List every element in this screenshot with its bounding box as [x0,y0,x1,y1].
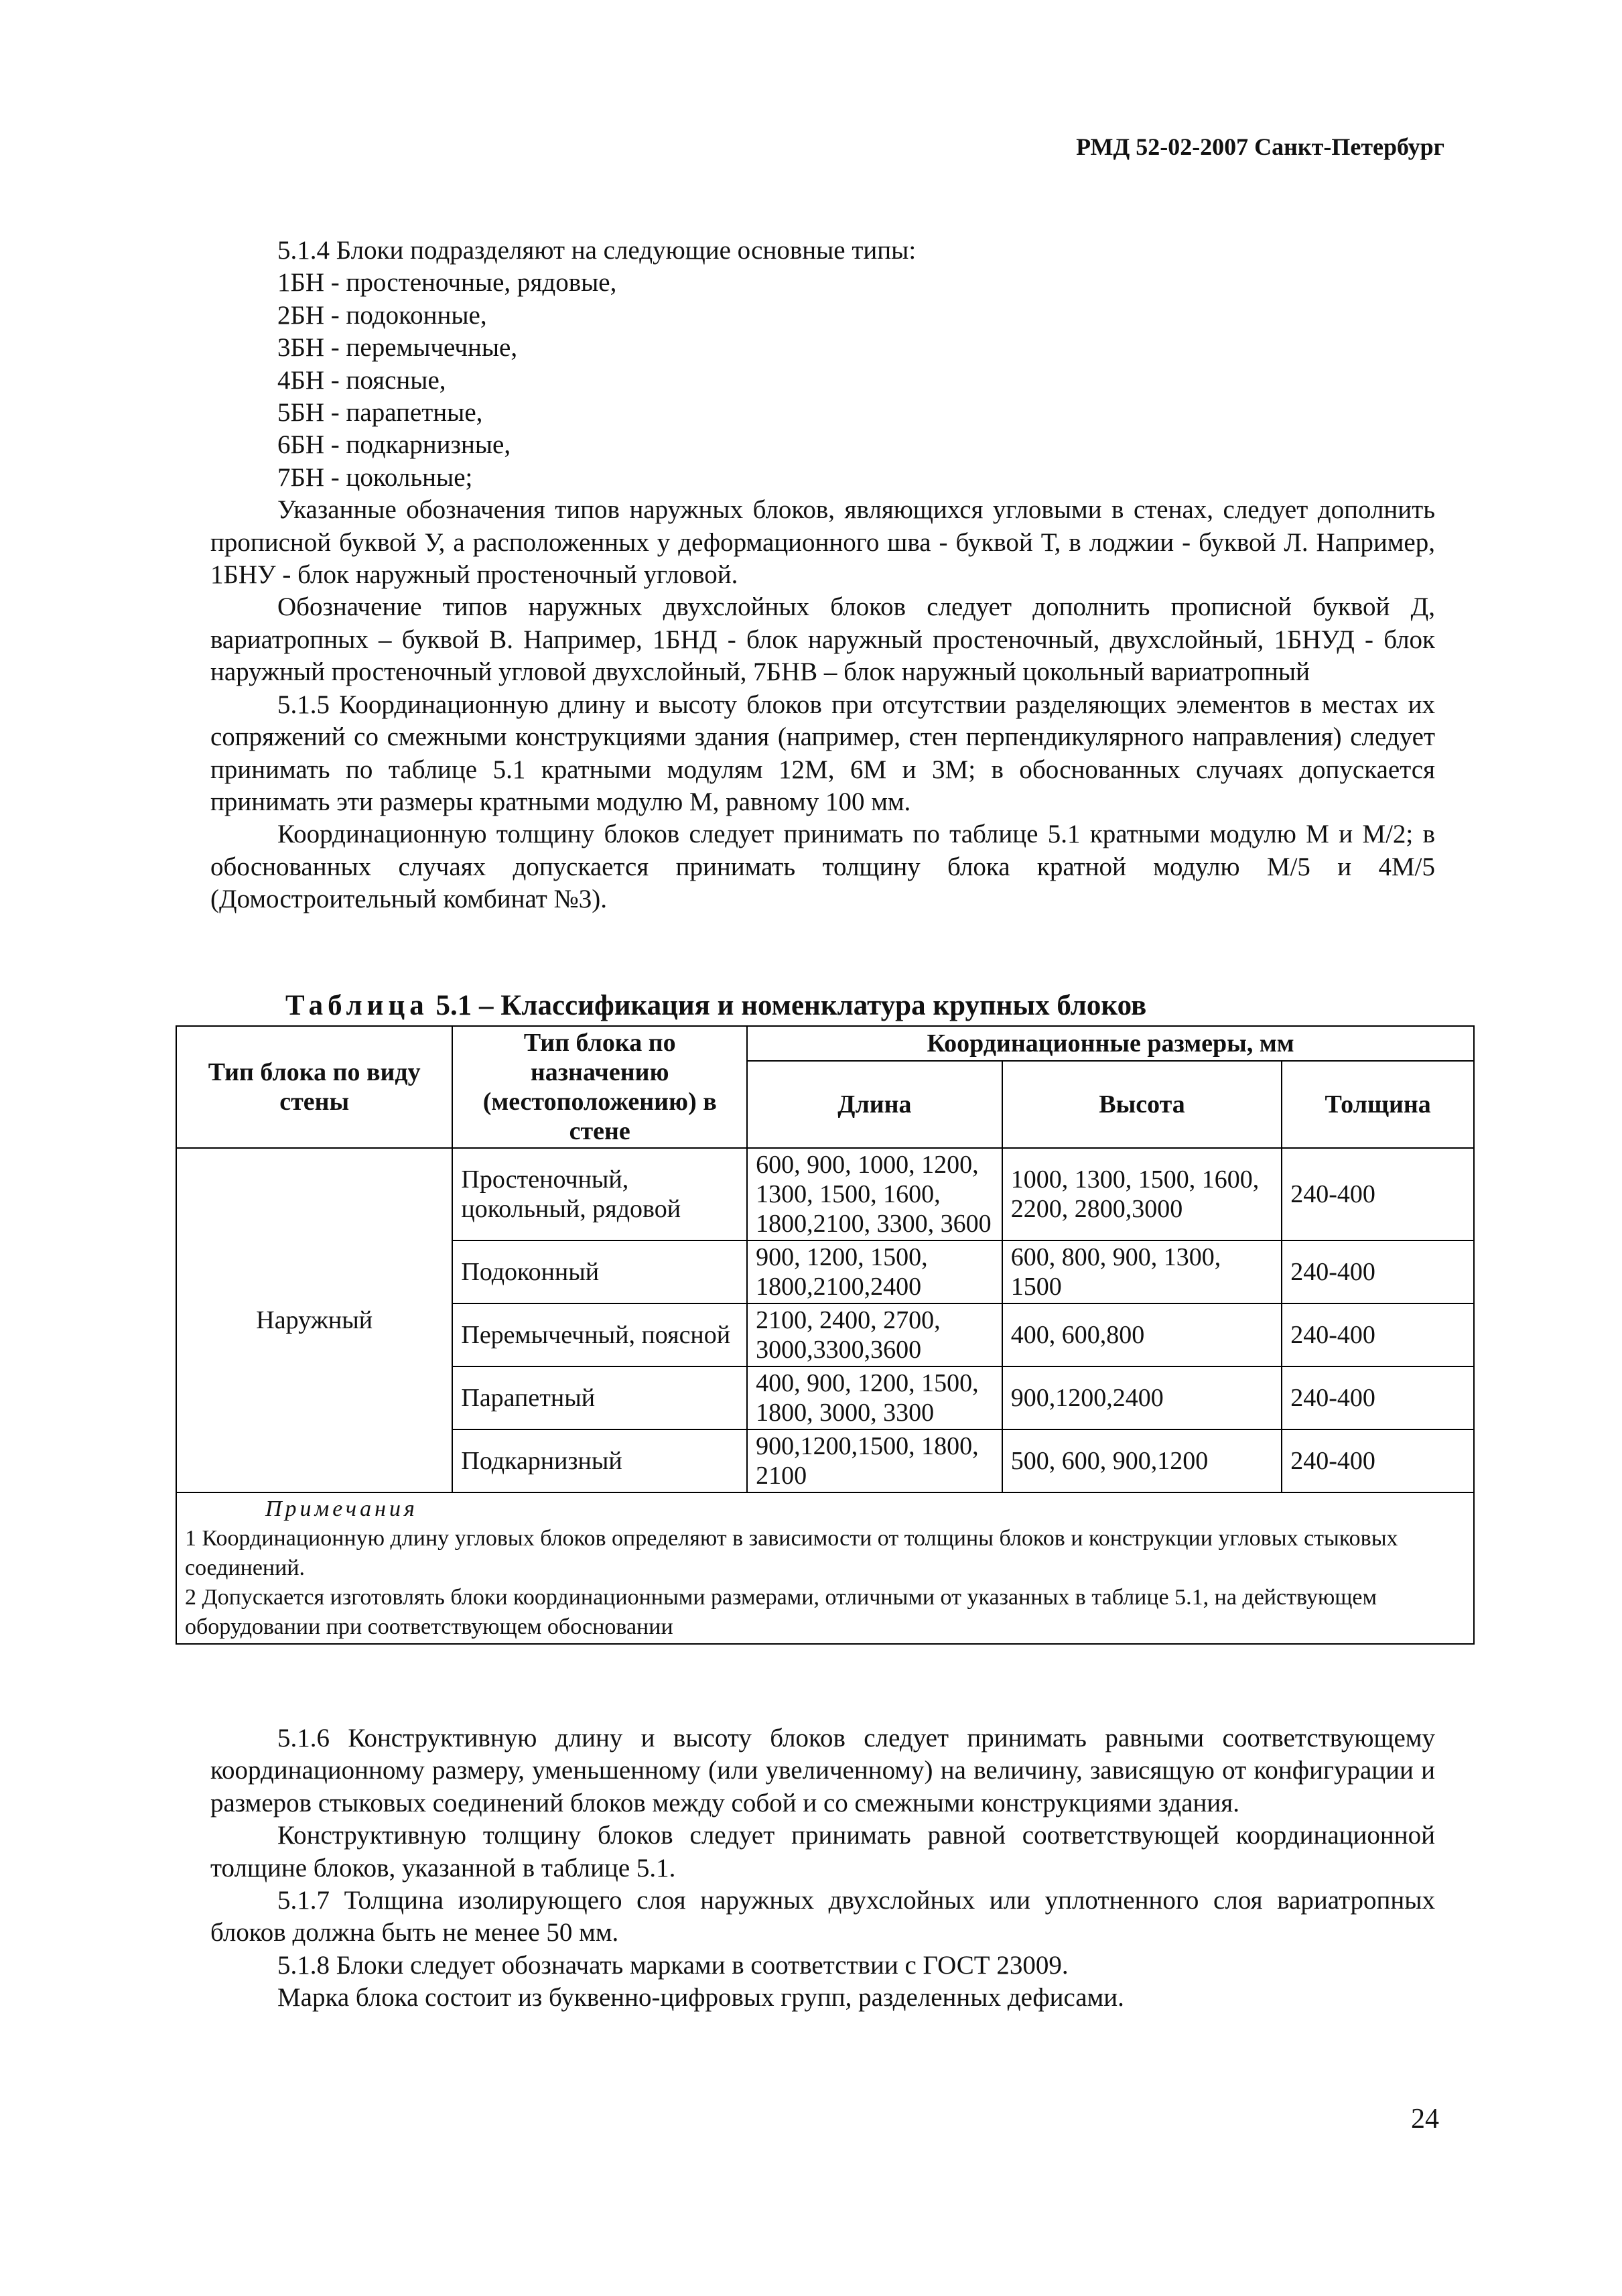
type-item: 2БН - подоконные, [277,300,487,330]
purpose-cell: Парапетный [452,1366,747,1429]
length-cell: 900, 1200, 1500, 1800,2100,2400 [747,1240,1002,1303]
paragraph: Конструктивную толщину блоков следует принимать равной соответствующей координационной толщине блоков, указанной в таблице 5.1. [210,1821,1435,1883]
notes-title: Примечания [265,1496,418,1521]
document-header: РМД 52-02-2007 Санкт-Петербург [1076,133,1444,160]
height-cell: 900,1200,2400 [1002,1366,1282,1429]
section-5-1-6-to-8 [210,1722,1435,2015]
table-notes-row [176,1492,1474,1644]
thickness-cell: 240-400 [1282,1303,1474,1366]
section-intro: 5.1.4 Блоки подразделяют на следующие основные типы: [277,236,917,265]
table-title [285,989,1146,1022]
table-title-text: 5.1 – Классификация и номенклатура крупных блоков [435,990,1147,1021]
section-5-1-4 [210,235,1435,916]
thickness-cell: 240-400 [1282,1240,1474,1303]
length-cell: 2100, 2400, 2700, 3000,3300,3600 [747,1303,1002,1366]
thickness-cell: 240-400 [1282,1366,1474,1429]
thickness-cell: 240-400 [1282,1148,1474,1240]
type-item: 7БН - цокольные; [277,462,473,492]
length-cell: 600, 900, 1000, 1200, 1300, 1500, 1600, 1800,2100, 3300, 3600 [747,1148,1002,1240]
purpose-cell: Перемычечный, поясной [452,1303,747,1366]
type-item: 6БН - подкарнизные, [277,430,511,460]
length-cell: 400, 900, 1200, 1500, 1800, 3000, 3300 [747,1366,1002,1429]
paragraph: 5.1.7 Толщина изолирующего слоя наружных двухслойных или уплотненного слоя вариатропных блоков должна быть не менее 50 мм. [210,1886,1435,1948]
paragraph: Марка блока состоит из буквенно-цифровых групп, разделенных дефисами. [277,1983,1124,2013]
type-item: 4БН - поясные, [277,365,446,395]
purpose-cell: Подоконный [452,1240,747,1303]
type-item: 1БН - простеночные, рядовые, [277,268,617,298]
table-row [176,1148,1474,1240]
height-cell: 500, 600, 900,1200 [1002,1429,1282,1492]
header-height: Высота [1002,1061,1282,1148]
height-cell: 1000, 1300, 1500, 1600, 2200, 2800,3000 [1002,1148,1282,1240]
paragraph: Координационную толщину блоков следует принимать по таблице 5.1 кратными модулю М и М/2; в обоснованных случаях допускается принимать толщину блока кратной модулю М/5 и 4М/5 (Домостроительный комбинат №3). [210,820,1435,914]
blocks-table [176,1025,1475,1645]
paragraph: Указанные обозначения типов наружных блоков, являющихся угловыми в стенах, следует дополнить прописной буквой У, а расположенных у деформационного шва - буквой Т, в лоджии - буквой Л. Например, 1БНУ - блок наружный простеночный угловой. [210,495,1435,590]
header-coord-sizes: Координационные размеры, мм [747,1026,1474,1061]
note-item: 1 Координационную длину угловых блоков определяют в зависимости от толщины блоков и конструкции угловых стыковых соединений. [185,1526,1398,1580]
length-cell: 900,1200,1500, 1800, 2100 [747,1429,1002,1492]
paragraph: 5.1.5 Координационную длину и высоту блоков при отсутствии разделяющих элементов в местах их сопряжений со смежными конструкциями здания (например, стен перпендикулярного направления) следует принимать по таблице 5.1 кратными модулям 12М, 6М и 3М; в обоснованных случаях допускается принимать эти размеры кратными модулю М, равному 100 мм. [210,690,1435,816]
header-thickness: Толщина [1282,1061,1474,1148]
type-item: 5БН - парапетные, [277,398,483,428]
thickness-cell: 240-400 [1282,1429,1474,1492]
purpose-cell: Подкарнизный [452,1429,747,1492]
header-purpose: Тип блока по назначению (местоположению) в стене [452,1026,747,1148]
table-title-prefix: Таблица [285,990,429,1021]
note-item: 2 Допускается изготовлять блоки координационными размерами, отличными от указанных в таблице 5.1, на действующем оборудовании при соответствующем обосновании [185,1585,1377,1639]
wall-type-cell: Наружный [176,1148,452,1492]
header-length: Длина [747,1061,1002,1148]
height-cell: 600, 800, 900, 1300, 1500 [1002,1240,1282,1303]
purpose-cell: Простеночный, цокольный, рядовой [452,1148,747,1240]
paragraph: 5.1.6 Конструктивную длину и высоту блоков следует принимать равными соответствующему координационному размеру, уменьшенному (или увеличенному) на величину, зависящую от конфигурации и размеров стыковых соединений блоков между собой и со смежными конструкциями здания. [210,1724,1435,1817]
table-header-row [176,1026,1474,1061]
page-number: 24 [1411,2104,1439,2134]
type-item: 3БН - перемычечные, [277,333,518,363]
table-notes [176,1492,1474,1644]
header-wall-type: Тип блока по виду стены [176,1026,452,1148]
paragraph: 5.1.8 Блоки следует обозначать марками в соответствии с ГОСТ 23009. [277,1950,1069,1980]
height-cell: 400, 600,800 [1002,1303,1282,1366]
paragraph: Обозначение типов наружных двухслойных блоков следует дополнить прописной буквой Д, вариатропных – буквой В. Например, 1БНД - блок наружный простеночный, двухслойный, 1БНУД - блок наружный простеночный угловой двухслойный, 7БНВ – блок наружный цокольный вариатропный [210,592,1435,687]
